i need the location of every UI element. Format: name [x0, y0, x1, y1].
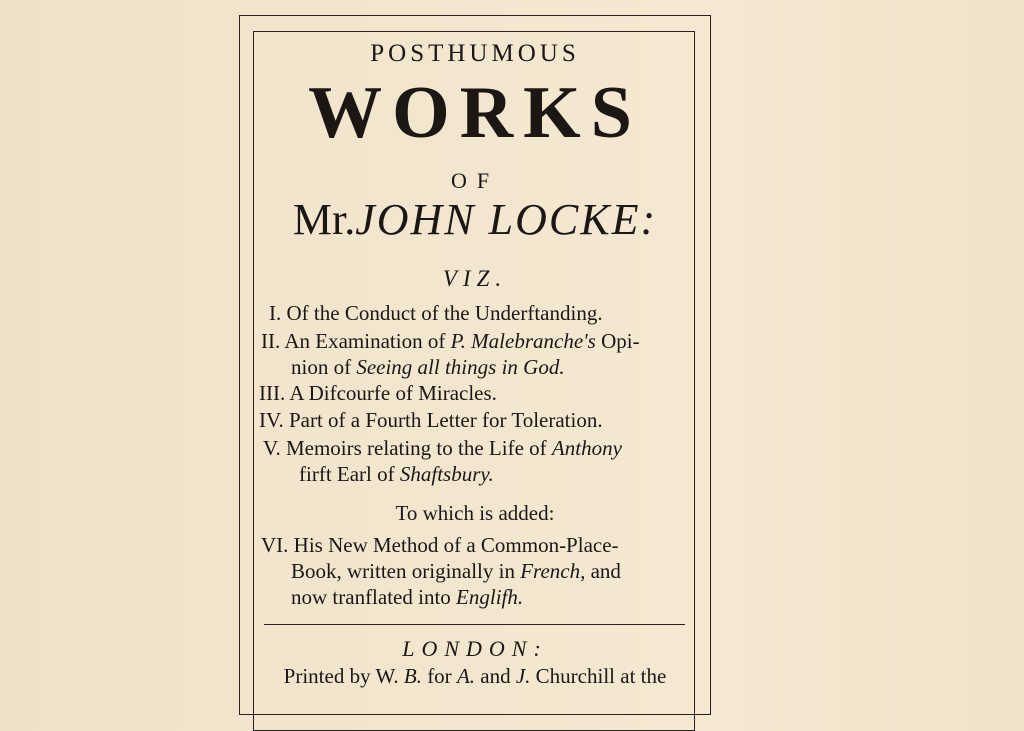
divider-rule — [264, 624, 685, 625]
item-italic: Seeing all things in God. — [356, 355, 565, 379]
item-text: now tranflated into — [291, 585, 457, 609]
imprint-text: and — [475, 664, 516, 688]
item-text: His New Method of a Common-Place- — [293, 533, 619, 557]
contents-item-4 — [259, 407, 603, 433]
author-name: JOHN LOCKE: — [355, 195, 658, 244]
imprint-text: for — [421, 664, 457, 688]
item-number: II. — [261, 329, 281, 353]
item-italic: P. Malebranche's — [450, 329, 596, 353]
title-line-of: OF — [450, 168, 500, 193]
item-italic: Englifh. — [456, 585, 524, 609]
item-text-end: and — [585, 559, 621, 583]
item-text: Part of a Fourth Letter for Toleration. — [288, 408, 603, 432]
contents-item-5-continued — [299, 461, 494, 487]
place-of-publication: LONDON: — [402, 636, 548, 661]
item-italic: French, — [520, 559, 586, 583]
imprint-line — [255, 664, 695, 689]
contents-item-3 — [259, 380, 497, 406]
item-italic: Anthony — [551, 436, 622, 460]
viz-heading: VIZ. — [442, 266, 508, 291]
item-number: I. — [269, 301, 282, 325]
item-number: IV. — [259, 408, 284, 432]
item-text: firft Earl of — [299, 462, 400, 486]
contents-item-6 — [261, 532, 619, 558]
contents-item-5 — [263, 435, 622, 461]
contents-item-2 — [261, 328, 640, 354]
item-text: nion of — [291, 355, 357, 379]
author-line — [255, 196, 695, 244]
item-number: V. — [263, 436, 281, 460]
contents-item-6-line3 — [291, 584, 523, 610]
author-prefix: Mr. — [292, 195, 356, 244]
item-text: A Difcourfe of Miracles. — [289, 381, 497, 405]
title-line-posthumous: POSTHUMOUS — [370, 40, 580, 67]
added-heading: To which is added: — [395, 501, 555, 525]
item-number: VI. — [261, 533, 289, 557]
item-text: An Examination of — [284, 329, 451, 353]
imprint-italic: J. — [515, 664, 531, 688]
item-text-end: Opi- — [595, 329, 640, 353]
item-text: Of the Conduct of the Underftanding. — [286, 301, 603, 325]
contents-item-1 — [269, 300, 603, 326]
imprint-text: Churchill at the — [530, 664, 667, 688]
imprint-italic: B. — [403, 664, 422, 688]
item-number: III. — [259, 381, 286, 405]
contents-item-6-line2 — [291, 558, 621, 584]
item-text: Book, written originally in — [291, 559, 521, 583]
item-italic: Shaftsbury. — [399, 462, 494, 486]
imprint-italic: A. — [456, 664, 476, 688]
title-line-works: WORKS — [308, 72, 642, 154]
contents-item-2-continued — [291, 354, 565, 380]
item-text: Memoirs relating to the Life of — [285, 436, 552, 460]
imprint-text: Printed by W. — [283, 664, 404, 688]
